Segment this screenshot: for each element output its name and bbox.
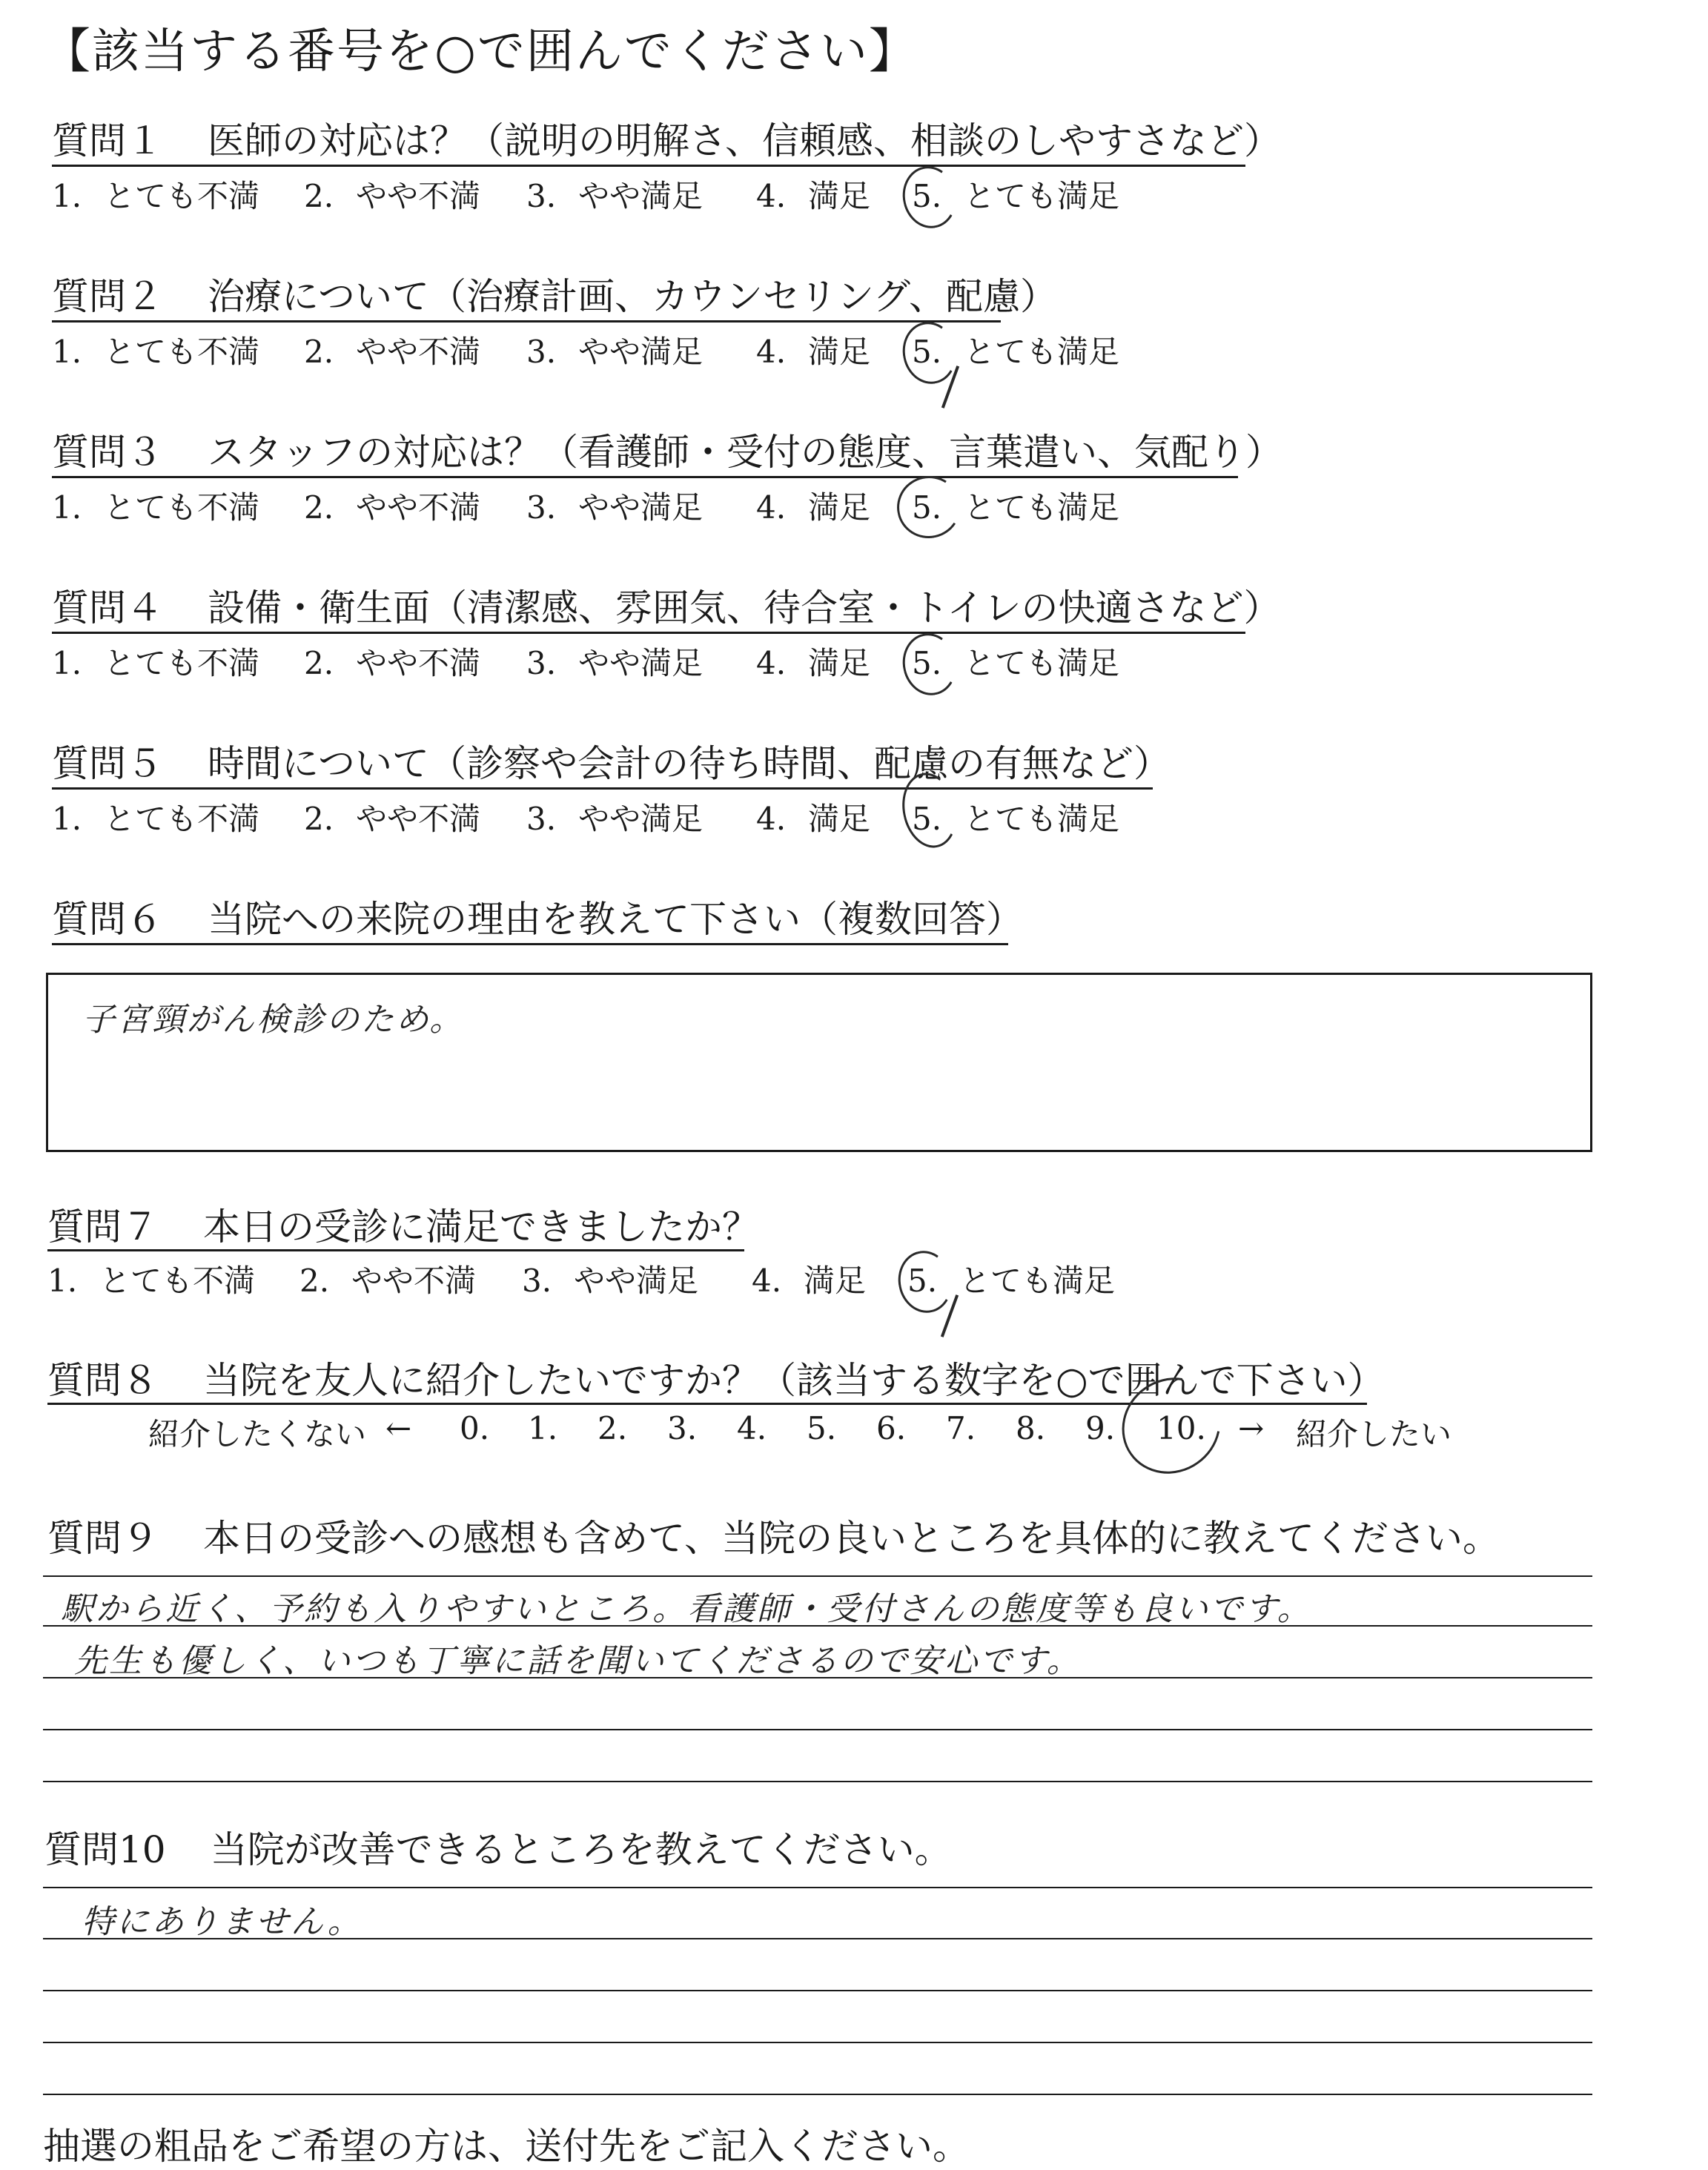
scale-number[interactable]: 1.	[528, 1410, 558, 1446]
question-1-underline	[52, 165, 1245, 167]
question-6-answer-text: 子宮頸がん検診のため。	[82, 1001, 465, 1039]
answer-line	[43, 1887, 1592, 1888]
question-3-underline	[52, 476, 1238, 478]
question-2-underline	[52, 320, 1001, 322]
scale-number[interactable]: 8.	[1016, 1410, 1046, 1446]
question-7-underline	[47, 1249, 744, 1251]
scale-left-label: 紹介したくない	[148, 1416, 367, 1452]
question-4-underline	[52, 632, 1245, 634]
answer-line	[43, 2094, 1592, 2095]
question-7-options: 1. とても不満 2. やや不満 3. やや満足 4. 満足 5. とても満足	[47, 1257, 1234, 1301]
answer-line	[43, 1938, 1592, 1939]
scale-number[interactable]: 6.	[876, 1410, 907, 1446]
question-9-title: 質問９ 本日の受診への感想も含めて、当院の良いところを具体的に教えてください。	[47, 1517, 1500, 1560]
question-3-title: 質問３ スタッフの対応は？（看護師・受付の態度、言葉遣い、気配り）	[52, 431, 1282, 474]
scale-number[interactable]: 9.	[1085, 1410, 1116, 1446]
question-6-title: 質問６ 当院への来院の理由を教えて下さい（複数回答）	[52, 898, 1023, 941]
answer-line	[43, 1575, 1592, 1577]
question-9-answer-line-2: 先生も優しく、いつも丁寧に話を聞いてくださるので安心です。	[74, 1642, 1082, 1680]
question-8-title: 質問８ 当院を友人に紹介したいですか？（該当する数字を○で囲んで下さい）	[47, 1359, 1385, 1402]
question-2-title: 質問２ 治療について（治療計画、カウンセリング、配慮）	[52, 275, 1057, 318]
question-7-title: 質問７ 本日の受診に満足できましたか？	[47, 1205, 759, 1248]
scale-right-arrow: →	[1238, 1410, 1265, 1446]
question-3-selection-circle	[891, 470, 967, 544]
question-4-title: 質問４ 設備・衛生面（清潔感、雰囲気、待合室・トイレの快適さなど）	[52, 586, 1281, 629]
question-1-title	[52, 111, 1281, 165]
question-9-answer-line-1: 駅から近く、予約も入りやすいところ。看護師・受付さんの態度等も良いです。	[61, 1590, 1312, 1628]
scale-left-arrow: ←	[385, 1410, 412, 1446]
question-1-text: 医師の対応は？（説明の明解さ、信頼感、相談のしやすさなど）	[208, 119, 1281, 162]
answer-line	[43, 1677, 1592, 1678]
question-5-options: 1. とても不満 2. やや不満 3. やや満足 4. 満足 5. とても満足	[52, 795, 1238, 839]
footer-prize-notice: 抽選の粗品をご希望の方は、送付先をご記入ください。	[43, 2125, 970, 2168]
answer-line	[43, 1990, 1592, 1991]
recommend-scale	[148, 1410, 1483, 1462]
answer-line	[43, 1781, 1592, 1782]
scale-right-label: 紹介したい	[1296, 1416, 1452, 1452]
form-header-title: 【該当する番号を○で囲んでください】	[43, 24, 918, 79]
scale-number[interactable]: 7.	[946, 1410, 976, 1446]
answer-line	[43, 1729, 1592, 1730]
scale-number[interactable]: 0.	[460, 1410, 490, 1446]
answer-line	[43, 2042, 1592, 2043]
scale-number-selected[interactable]: 10.	[1156, 1410, 1206, 1446]
question-4-options: 1. とても不満 2. やや不満 3. やや満足 4. 満足 5. とても満足	[52, 639, 1238, 684]
question-2-options: 1. とても不満 2. やや不満 3. やや満足 4. 満足 5. とても満足	[52, 328, 1238, 372]
question-5-title: 質問５ 時間について（診察や会計の待ち時間、配慮の有無など）	[52, 742, 1171, 785]
question-6-underline	[52, 943, 1008, 945]
scale-number[interactable]: 5.	[807, 1410, 837, 1446]
scale-number[interactable]: 2.	[598, 1410, 628, 1446]
question-5-underline	[52, 787, 1153, 790]
question-3-options: 1. とても不満 2. やや不満 3. やや満足 4. 満足 5. とても満足	[52, 483, 1238, 528]
question-10-title: 質問10 当院が改善できるところを教えてください。	[44, 1828, 952, 1871]
scale-number[interactable]: 4.	[737, 1410, 767, 1446]
question-1-options: 1. とても不満 2. やや不満 3. やや満足 4. 満足 5. とても満足	[52, 172, 1238, 216]
scale-number[interactable]: 3.	[667, 1410, 698, 1446]
question-1-number: 質問１	[52, 119, 163, 162]
question-6-answer-box[interactable]	[46, 973, 1592, 1152]
question-10-answer-line-1: 特にありません。	[82, 1903, 363, 1941]
answer-line	[43, 1625, 1592, 1627]
